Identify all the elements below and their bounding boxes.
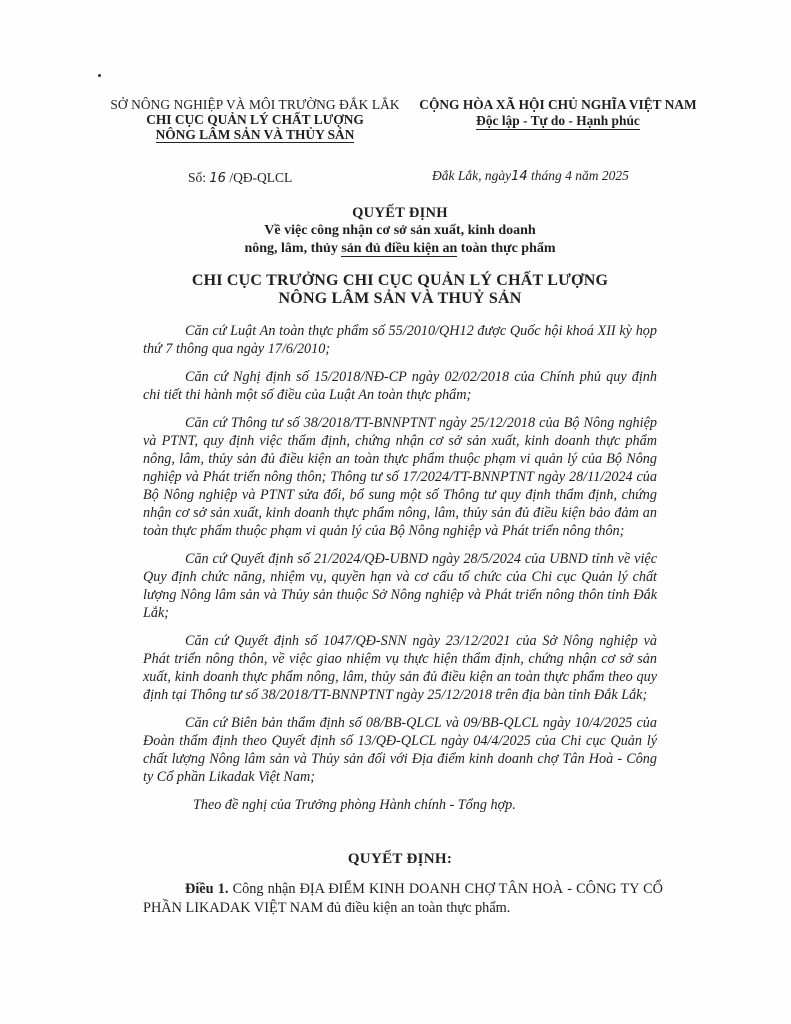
article-1-label: Điều 1. <box>185 881 229 897</box>
authority-line1: CHI CỤC TRƯỞNG CHI CỤC QUẢN LÝ CHẤT LƯỢNG <box>191 272 609 289</box>
legal-basis-paragraph: Căn cứ Quyết định số 1047/QĐ-SNN ngày 23/12/2021 của Sở Nông nghiệp và Phát triển nông thôn, về việc giao nhiệm vụ thực hiện thẩm định, chứng nhận cơ sở sản xuất, kinh doanh thực phẩm nông, lâm, thủy sản đủ điều kiện an toàn thực phẩm theo quy định tại Thông tư số 38/2018/TT-BNNPTNT ngày 25/12/2018 trên địa bàn tỉnh Đắk Lắk; <box>143 633 657 703</box>
legal-basis-paragraph: Căn cứ Quyết định số 21/2024/QĐ-UBND ngày 28/5/2024 của UBND tỉnh về việc Quy định chức năng, nhiệm vụ, quyền hạn và cơ cấu tổ chức của Chi cục Quản lý chất lượng Nông lâm sản và Thủy sản thuộc Sở Nông nghiệp và Phát triển nông thôn tỉnh Đắk Lắk; <box>143 551 657 621</box>
document-number-suffix: /QĐ-QLCL <box>225 170 293 185</box>
proposal-paragraph: Theo đề nghị của Trưởng phòng Hành chính - Tổng hợp. <box>193 797 516 813</box>
legal-basis-paragraph: Căn cứ Thông tư số 38/2018/TT-BNNPTNT ngày 25/12/2018 của Bộ Nông nghiệp và PTNT, quy định việc thẩm định, chứng nhận cơ sở sản xuất, kinh doanh thực phẩm nông, lâm, thủy sản đủ điều kiện an toàn thực phẩm thuộc phạm vi quản lý của Bộ Nông nghiệp và Phát triển nông thôn; Thông tư số 17/2024/TT-BNNPTNT ngày 28/11/2024 của Bộ Nông nghiệp và PTNT sửa đổi, bổ sung một số Thông tư quy định thẩm định, chứng nhận cơ sở sản xuất, kinh doanh thực phẩm nông, lâm, thủy sản đủ điều kiện bảo đảm an toàn thực phẩm thuộc phạm vi quản lý của Bộ Nông nghiệp và Phát triển nông thôn; <box>143 415 657 539</box>
title-subject-underlined: sản đủ điều kiện an <box>341 241 458 256</box>
title-subject-part2: toàn thực phẩm <box>457 241 556 256</box>
title-subject-line1: Về việc công nhận cơ sở sản xuất, kinh doanh <box>264 223 536 238</box>
agency-name-line1: CHI CỤC QUẢN LÝ CHẤT LƯỢNG <box>146 112 364 127</box>
legal-basis-paragraph: Căn cứ Nghị định số 15/2018/NĐ-CP ngày 02/02/2018 của Chính phủ quy định chi tiết thi hành một số điều của Luật An toàn thực phẩm; <box>143 369 657 403</box>
document-number-handwritten: 16 <box>209 171 226 186</box>
ministry-name: SỞ NÔNG NGHIỆP VÀ MÔI TRƯỜNG ĐẮK LẮK <box>110 97 400 112</box>
legal-basis-paragraph: Căn cứ Luật An toàn thực phẩm số 55/2010/QH12 được Quốc hội khoá XII kỳ họp thứ 7 thông qua ngày 17/6/2010; <box>143 323 657 357</box>
agency-name-line2: NÔNG LÂM SẢN VÀ THỦY SẢN <box>155 127 355 142</box>
decision-heading: QUYẾT ĐỊNH: <box>347 851 453 867</box>
legal-basis-paragraph: Căn cứ Biên bản thẩm định số 08/BB-QLCL và 09/BB-QLCL ngày 10/4/2025 của Đoàn thẩm định theo Quyết định số 13/QĐ-QLCL ngày 04/4/2025 của Chi cục Quản lý chất lượng Nông lâm sản và Thủy sản đối với Địa điểm kinh doanh chợ Tân Hoà - Công ty Cổ phần Likadak Việt Nam; <box>143 715 657 785</box>
article-1 <box>143 880 663 918</box>
national-motto: Độc lập - Tự do - Hạnh phúc <box>476 113 640 128</box>
article-1-text: Công nhận ĐỊA ĐIỂM KINH DOANH CHỢ TÂN HOÀ - CÔNG TY CỔ PHẦN LIKADAK VIỆT NAM đủ điều kiện an toàn thực phẩm. <box>143 881 663 916</box>
legal-bases <box>143 322 657 824</box>
issuing-authority <box>130 272 670 308</box>
speck-mark <box>98 74 101 77</box>
date-prefix: Đắk Lắk, ngày <box>432 168 512 183</box>
issue-date <box>432 168 629 184</box>
date-suffix: tháng 4 năm 2025 <box>527 168 629 183</box>
authority-line2: NÔNG LÂM SẢN VÀ THUỶ SẢN <box>278 290 522 307</box>
national-motto-header <box>412 97 704 130</box>
document-number <box>188 170 292 186</box>
article-1-paragraph <box>143 880 663 918</box>
document-title <box>130 204 670 258</box>
title-subject-line2 <box>130 240 670 258</box>
issuing-agency-header <box>100 97 410 143</box>
country-name: CỘNG HÒA XÃ HỘI CHỦ NGHĨA VIỆT NAM <box>419 97 697 112</box>
title-heading: QUYẾT ĐỊNH <box>352 205 448 221</box>
date-day-handwritten: 14 <box>511 169 528 184</box>
document-number-prefix: Số: <box>188 170 210 185</box>
title-subject-part1: nông, lâm, thủy <box>244 241 342 256</box>
